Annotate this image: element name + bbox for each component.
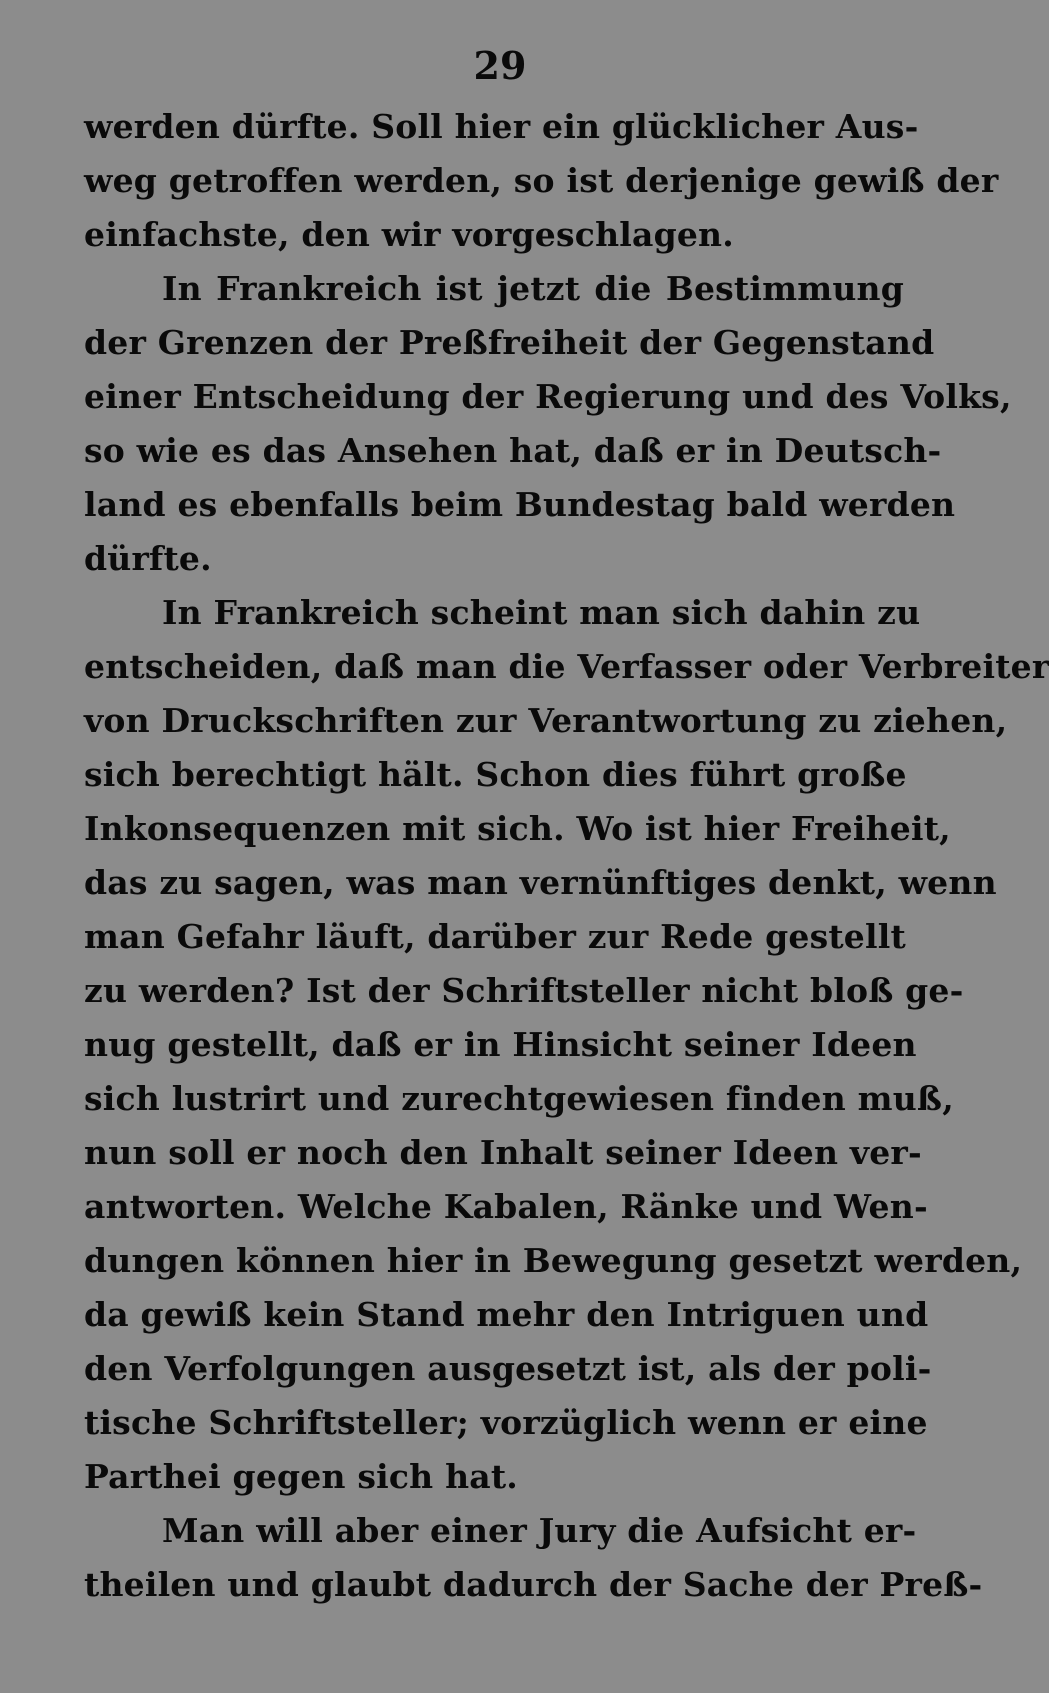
text-line: zu werden? Ist der Schriftsteller nicht bloß ge-	[84, 971, 964, 1010]
text-line: Parthei gegen sich hat.	[84, 1457, 518, 1496]
text-line: nug gestellt, daß er in Hinsicht seiner Ideen	[84, 1025, 917, 1064]
text-body	[84, 100, 1049, 1612]
text-line: sich berechtigt hält. Schon dies führt große	[84, 755, 907, 794]
text-line: werden dürfte. Soll hier ein glücklicher Aus-	[84, 107, 919, 146]
text-line: weg getroffen werden, so ist derjenige gewiß der	[84, 161, 999, 200]
text-line: da gewiß kein Stand mehr den Intriguen und	[84, 1295, 929, 1334]
text-line: In Frankreich ist jetzt die Bestimmung	[162, 269, 904, 308]
text-line: einer Entscheidung der Regierung und des Volks,	[84, 377, 1012, 416]
text-line: antworten. Welche Kabalen, Ränke und Wen-	[84, 1187, 928, 1226]
paragraph-3	[84, 586, 1049, 1504]
paragraph-4	[84, 1504, 983, 1612]
text-line: tische Schriftsteller; vorzüglich wenn er eine	[84, 1403, 928, 1442]
text-line: theilen und glaubt dadurch der Sache der Preß-	[84, 1565, 983, 1604]
text-line: den Verfolgungen ausgesetzt ist, als der poli-	[84, 1349, 932, 1388]
text-line: entscheiden, daß man die Verfasser oder Verbreiter	[84, 647, 1049, 686]
text-line: dungen können hier in Bewegung gesetzt werden,	[84, 1241, 1023, 1280]
text-line: man Gefahr läuft, darüber zur Rede gestellt	[84, 917, 906, 956]
page-number: 29	[473, 43, 527, 88]
text-line: nun soll er noch den Inhalt seiner Ideen ver-	[84, 1133, 922, 1172]
text-line: land es ebenfalls beim Bundestag bald werden	[84, 485, 956, 524]
text-line: der Grenzen der Preßfreiheit der Gegenstand	[84, 323, 935, 362]
paragraph-1	[84, 100, 999, 262]
text-line: Man will aber einer Jury die Aufsicht er-	[162, 1511, 917, 1550]
paragraph-2	[84, 262, 1012, 586]
text-line: Inkonsequenzen mit sich. Wo ist hier Freiheit,	[84, 809, 951, 848]
text-line: sich lustrirt und zurechtgewiesen finden muß,	[84, 1079, 954, 1118]
text-line: einfachste, den wir vorgeschlagen.	[84, 215, 734, 254]
text-line: In Frankreich scheint man sich dahin zu	[162, 593, 921, 632]
text-line: so wie es das Ansehen hat, daß er in Deutsch-	[84, 431, 942, 470]
text-line: das zu sagen, was man vernünftiges denkt, wenn	[84, 863, 997, 902]
text-line: dürfte.	[84, 539, 212, 578]
text-line: von Druckschriften zur Verantwortung zu ziehen,	[84, 701, 1008, 740]
